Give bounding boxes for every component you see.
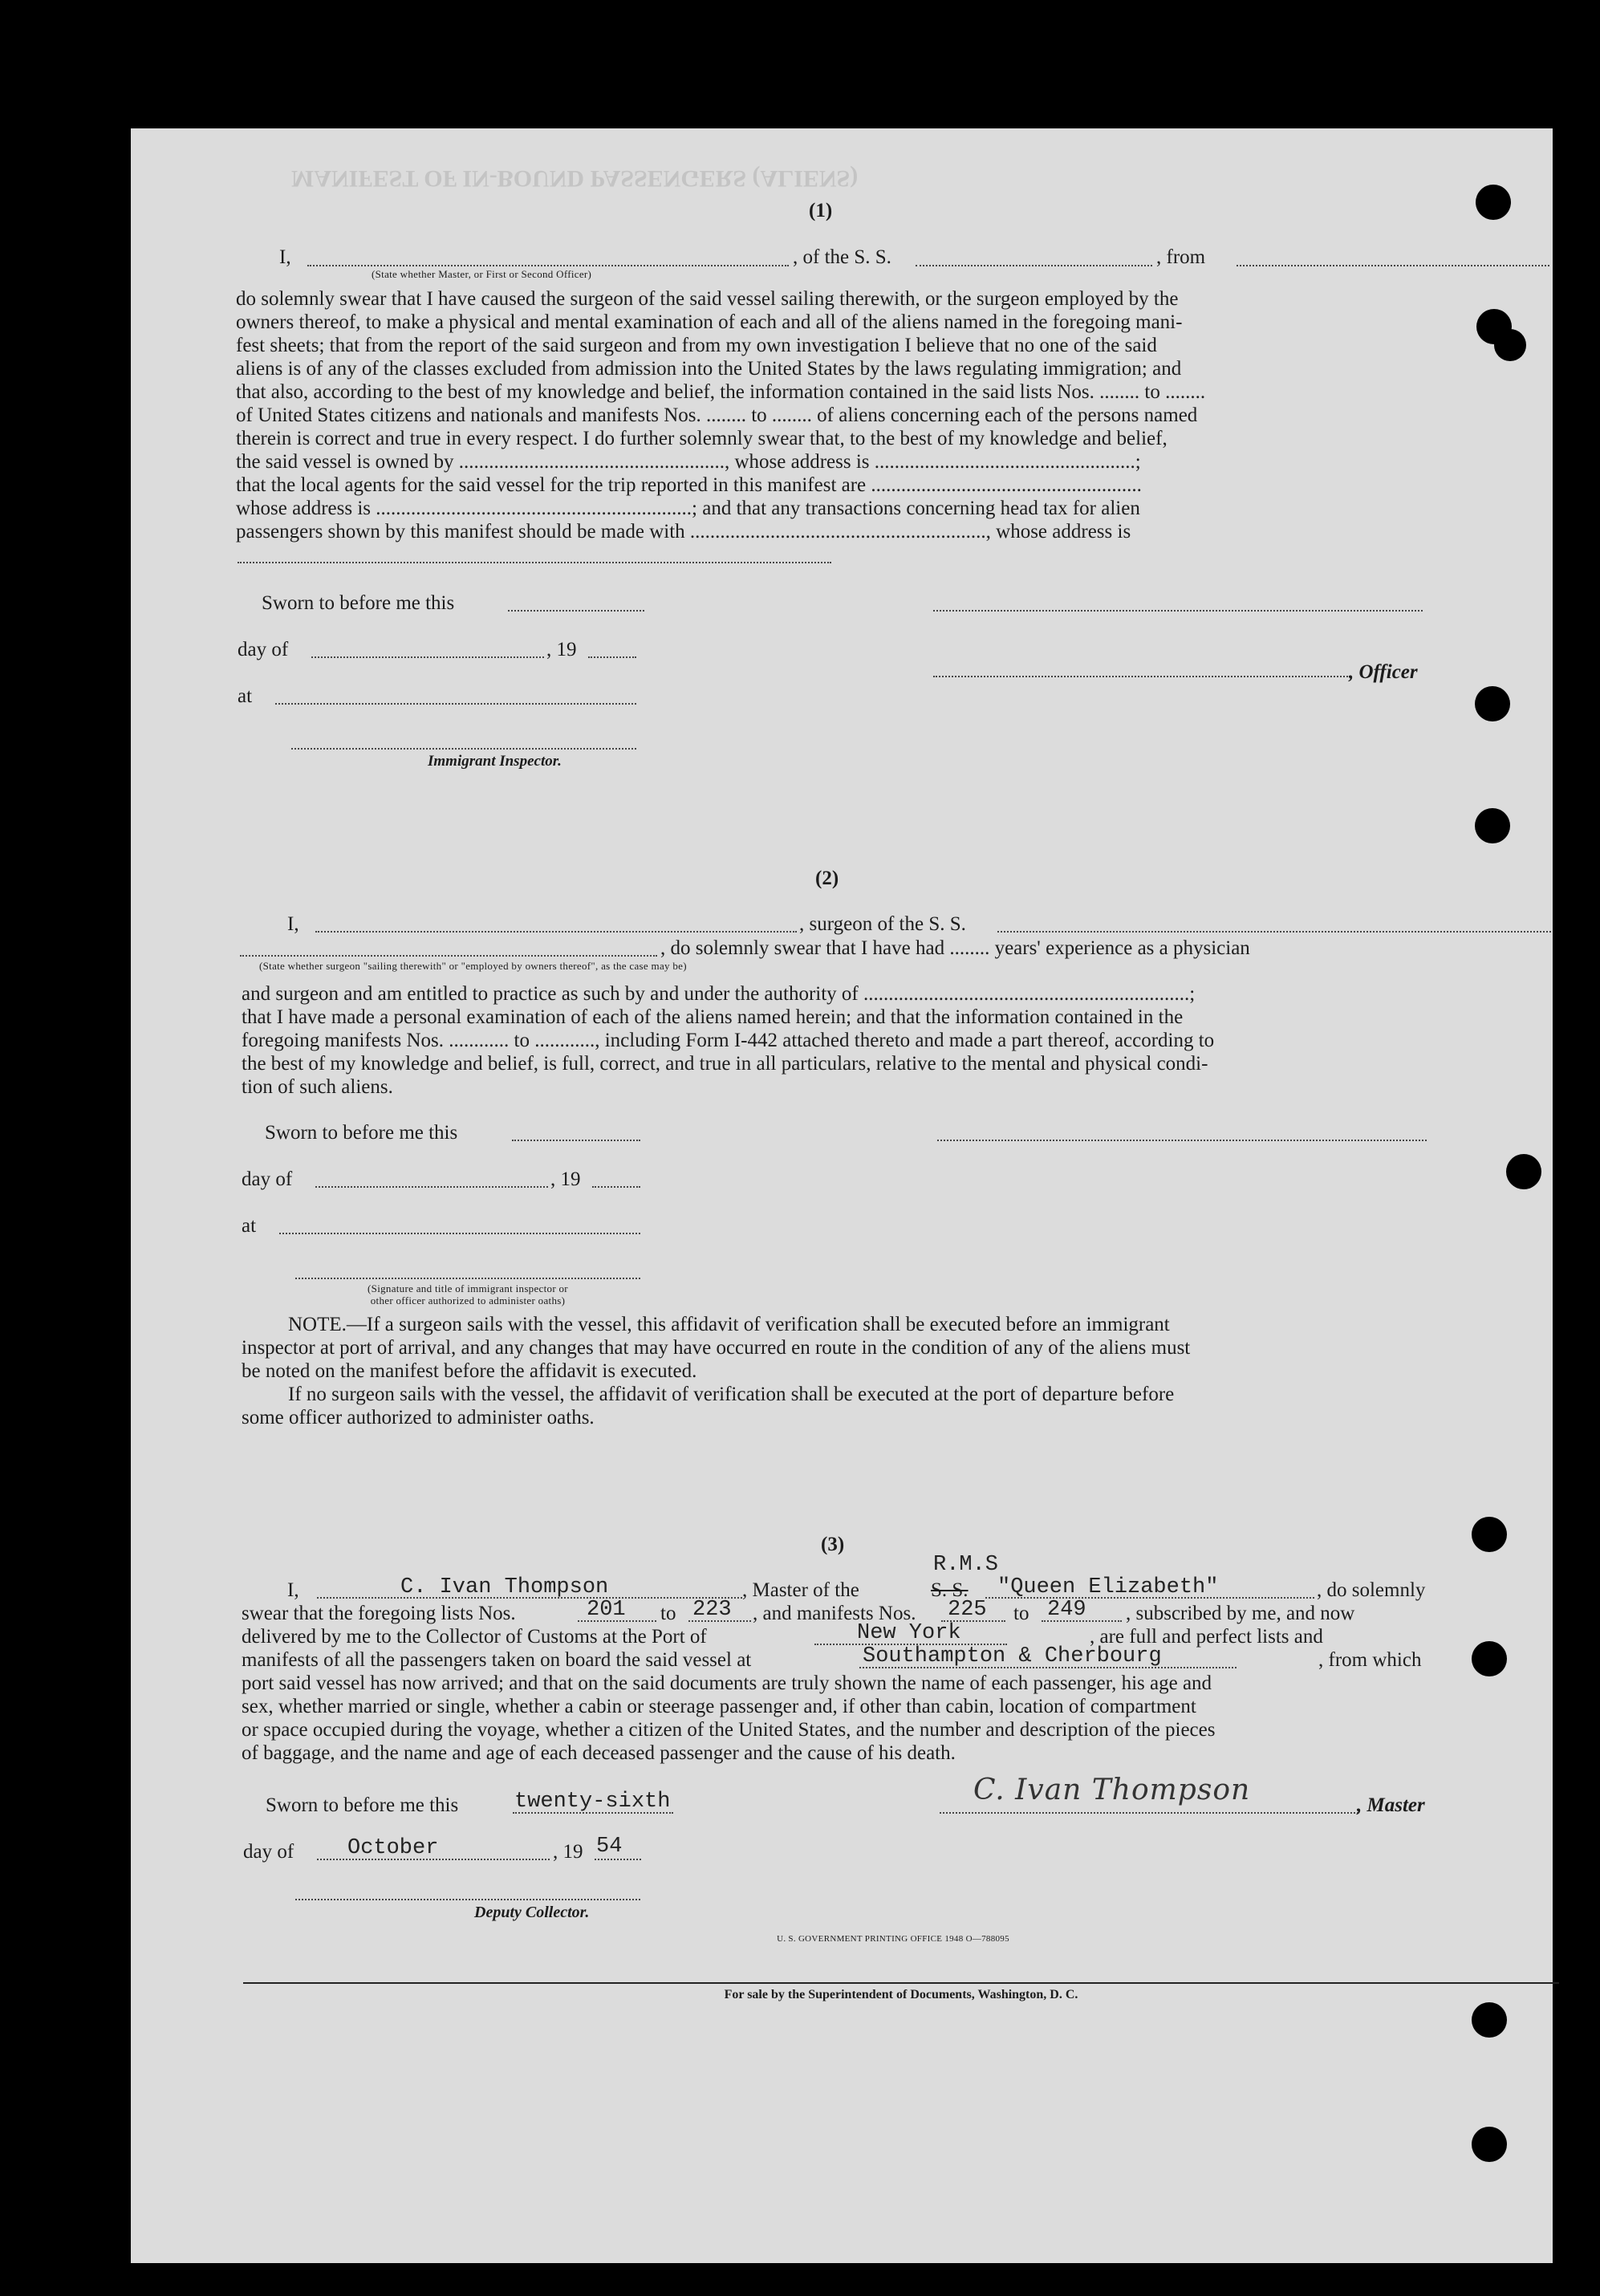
section3-i: I, [287, 1579, 299, 1601]
inspector-label: Immigrant Inspector. [428, 753, 562, 770]
port-name: New York [857, 1621, 961, 1645]
month-blank-1 [311, 656, 544, 658]
section2-line: foregoing manifests Nos. ............ to ............, including Form I-442 attached thereto and made a part thereof, according to [242, 1030, 1215, 1051]
sig-note-2: other officer authorized to administer oaths) [370, 1294, 566, 1306]
do-solemnly-label: , do solemnly [1317, 1579, 1426, 1601]
sworn-day-blank-1 [508, 610, 644, 612]
at-label-2: at [242, 1215, 257, 1237]
section2-line: and surgeon and am entitled to practice as such by and under the authority of .................................................................; [242, 983, 1196, 1005]
year-label-1: , 19 [546, 639, 577, 660]
punch-hole [1475, 808, 1510, 843]
full-perfect-label: , are full and perfect lists and [1090, 1626, 1323, 1648]
year-blank-2 [592, 1186, 640, 1188]
master-name: C. Ivan Thompson [400, 1575, 609, 1599]
section3-line: sex, whether married or single, whether a cabin or steerage passenger and, if other than cabin, location of compartment [242, 1696, 1196, 1717]
note-line: some officer authorized to administer oaths. [242, 1407, 595, 1428]
note-line: If no surgeon sails with the vessel, the affidavit of verification shall be executed at the port of departure before [288, 1384, 1175, 1405]
ship-name-blank [916, 265, 1152, 266]
day-of-label-2: day of [242, 1168, 293, 1190]
section1-line: of United States citizens and nationals and manifests Nos. ........ to ........ of aliens concerning each of the persons named [236, 404, 1198, 426]
rms-insertion: R.M.S [933, 1553, 999, 1577]
year-blank-3 [595, 1859, 641, 1860]
continuation-blank [238, 562, 831, 563]
officer-oath-blank [295, 1278, 640, 1279]
section2-body [242, 982, 1557, 1099]
section1-line: fest sheets; that from the report of the said surgeon and from my own investigation I believe that no one of the said [236, 335, 1157, 356]
manifests-all-label: manifests of all the passengers taken on board the said vessel at [242, 1649, 752, 1671]
section1-line: therein is correct and true in every respect. I do further solemnly swear that, to the best of my knowledge and belief, [236, 428, 1168, 449]
delivered-label: delivered by me to the Collector of Customs at the Port of [242, 1626, 707, 1648]
section1-body [236, 287, 1553, 543]
section3-line: of baggage, and the name and age of each deceased passenger and the cause of his death. [242, 1742, 956, 1764]
master-note: (State whether Master, or First or Second Officer) [372, 268, 592, 280]
punch-hole [1472, 1641, 1507, 1676]
note-line: be noted on the manifest before the affidavit is executed. [242, 1360, 697, 1382]
section1-line: aliens is of any of the classes excluded from admission into the United States by the laws regulating immigration; and [236, 358, 1182, 380]
deputy-label: Deputy Collector. [474, 1904, 590, 1921]
and-manifests-label: , and manifests Nos. [753, 1603, 916, 1624]
officer-sig-blank [933, 676, 1350, 677]
footer-rule [243, 1982, 1559, 1984]
at-blank-1 [275, 703, 636, 705]
master-signature: C. Ivan Thompson [973, 1774, 1251, 1806]
surgeon-ship-blank [997, 931, 1551, 933]
section3-line: port said vessel has now arrived; and that on the said documents are truly shown the name of each passenger, his age and [242, 1672, 1212, 1694]
section1-i: I, [279, 246, 291, 268]
sig-note-1: (Signature and title of immigrant inspector or [368, 1282, 568, 1294]
surgeon-swear: , do solemnly swear that I have had ........ years' experience as a physician [660, 937, 1250, 959]
lists-from: 201 [587, 1598, 626, 1622]
punch-hole [1472, 2127, 1507, 2162]
year-label-3: , 19 [553, 1841, 583, 1863]
subscribed-label: , subscribed by me, and now [1126, 1603, 1355, 1624]
year-label-2: , 19 [550, 1168, 581, 1190]
man-from: 225 [948, 1598, 987, 1622]
section1-line: whose address is ...............................................................; and that any transactions concerning head tax for alien [236, 498, 1140, 519]
surgeon-name-blank [315, 931, 797, 933]
from-which-label: , from which [1318, 1649, 1422, 1671]
sworn-day: twenty-sixth [514, 1790, 671, 1814]
section1-line: that also, according to the best of my knowledge and belief, the information contained in the said lists Nos. ........ to ........ [236, 381, 1206, 403]
surgeon-note: (State whether surgeon "sailing therewith" or "employed by owners thereof", as the case may be) [259, 960, 687, 972]
punch-hole [1494, 329, 1526, 361]
section2-line: the best of my knowledge and belief, is full, correct, and true in all particulars, relative to the mental and physical condi- [242, 1053, 1208, 1075]
section1-line: that the local agents for the said vessel for the trip reported in this manifest are ...................................................... [236, 474, 1142, 496]
month-blank-2 [315, 1186, 548, 1188]
section1-line: passengers shown by this manifest should be made with ..........................................................., whose address is [236, 521, 1131, 543]
lists-to: 223 [692, 1598, 732, 1622]
departure-port: Southampton & Cherbourg [863, 1644, 1162, 1668]
officer-label: , Officer [1349, 661, 1418, 683]
section2-line: that I have made a personal examination of each of the aliens named herein; and that the information contained in the [242, 1006, 1184, 1028]
section2-line: tion of such aliens. [242, 1076, 393, 1098]
from-blank [1237, 265, 1549, 266]
punch-hole [1476, 185, 1511, 220]
master-name-blank [307, 265, 789, 266]
day-of-label-3: day of [243, 1841, 294, 1863]
section3-body [242, 1672, 1557, 1765]
man-to-word: to [1013, 1603, 1029, 1624]
from-label: , from [1156, 246, 1206, 268]
lists-to-word: to [660, 1603, 676, 1624]
ss-struck: S. S. [931, 1579, 969, 1601]
swear-lists-label: swear that the foregoing lists Nos. [242, 1603, 516, 1624]
punch-hole [1506, 1154, 1541, 1189]
deputy-sig-blank [295, 1899, 640, 1900]
of-ss-label: , of the S. S. [793, 246, 891, 268]
section1-line: the said vessel is owned by ....................................................., whose address is ....................................................; [236, 451, 1141, 473]
document-page [131, 128, 1553, 2263]
year-blank-1 [588, 656, 636, 658]
master-sig-blank [940, 1812, 1358, 1814]
sworn-label-1: Sworn to before me this [262, 592, 455, 614]
at-label-1: at [238, 685, 253, 707]
section1-line: do solemnly swear that I have caused the surgeon of the said vessel sailing therewith, or the surgeon employed by the [236, 288, 1179, 310]
gpo-imprint: U. S. GOVERNMENT PRINTING OFFICE 1948 O—788095 [777, 1934, 1009, 1944]
section1-line: owners thereof, to make a physical and mental examination of each and all of the aliens named in the foregoing mani- [236, 311, 1183, 333]
month: October [347, 1836, 439, 1860]
sworn-label-2: Sworn to before me this [265, 1122, 458, 1144]
section1-number: (1) [809, 200, 833, 221]
master-of-label: , Master of the [742, 1579, 859, 1601]
note-line: NOTE.—If a surgeon sails with the vessel, this affidavit of verification shall be executed before an immigrant [288, 1314, 1170, 1335]
surgeon-sig-blank [937, 1140, 1427, 1141]
man-to: 249 [1047, 1598, 1086, 1622]
punch-hole [1472, 1517, 1507, 1552]
footer-text: For sale by the Superintendent of Documents, Washington, D. C. [724, 1988, 1078, 2001]
note-block [242, 1313, 1557, 1429]
surgeon-status-blank [240, 955, 657, 957]
bleed-through-text: MANIFEST OF IN-BOUND PASSENGERS (ALIENS) [291, 165, 859, 192]
surgeon-of-label: , surgeon of the S. S. [799, 913, 966, 935]
section2-i: I, [287, 913, 299, 935]
vessel-name: "Queen Elizabeth" [997, 1575, 1219, 1599]
officer-sig-blank-top [933, 610, 1423, 612]
note-line: inspector at port of arrival, and any changes that may have occurred en route in the condition of any of the aliens must [242, 1337, 1191, 1359]
sworn-label-3: Sworn to before me this [266, 1794, 459, 1816]
section2-number: (2) [815, 868, 839, 889]
section3-number: (3) [821, 1534, 845, 1555]
at-blank-2 [279, 1233, 640, 1234]
sworn-day-blank-2 [512, 1140, 640, 1141]
master-label: , Master [1357, 1794, 1425, 1816]
inspector-sig-blank [291, 748, 636, 750]
punch-hole [1475, 686, 1510, 721]
year-suffix: 54 [596, 1835, 623, 1859]
section3-line: or space occupied during the voyage, whether a citizen of the United States, and the number and description of the pieces [242, 1719, 1216, 1741]
punch-hole [1472, 2002, 1507, 2038]
day-of-label-1: day of [238, 639, 289, 660]
